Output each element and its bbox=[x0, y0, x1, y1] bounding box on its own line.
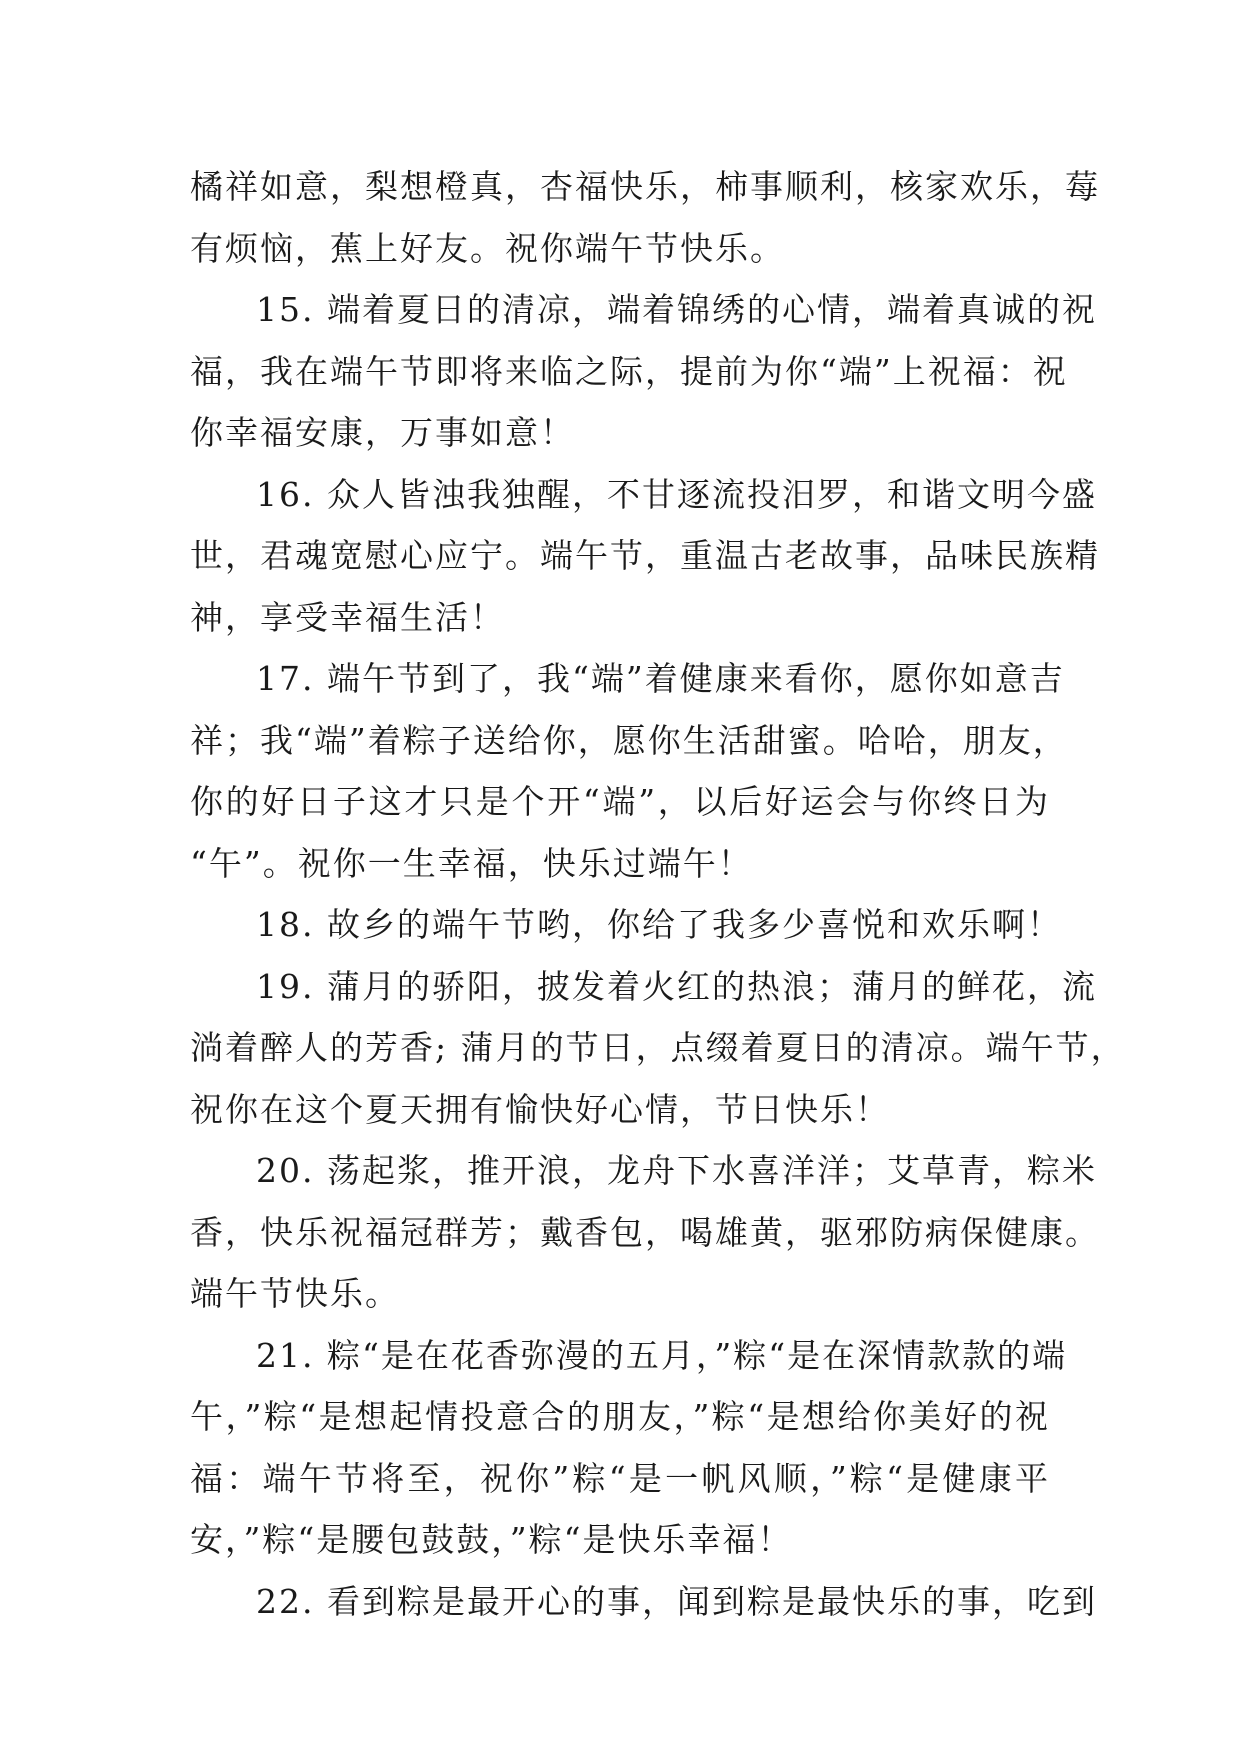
paragraph-22-line: 22. 看到粽是最开心的事，闻到粽是最快乐的事，吃到 bbox=[256, 1581, 1097, 1621]
paragraph-21-line: 21. 粽“是在花香弥漫的五月，”粽“是在深情款款的端 bbox=[256, 1335, 1068, 1375]
text-line: 神，享受幸福生活！ bbox=[190, 597, 505, 637]
text-line: 淌着醉人的芳香; 蒲月的节日，点缀着夏日的清凉。端午节， bbox=[190, 1028, 1126, 1067]
paragraph-17-line: 17. 端午节到了，我“端”着健康来看你，愿你如意吉 bbox=[256, 659, 1065, 698]
text-line: 端午节快乐。 bbox=[190, 1274, 400, 1313]
paragraph-18-line: 18. 故乡的端午节哟，你给了我多少喜悦和欢乐啊！ bbox=[256, 905, 1062, 944]
text-line: “午”。祝你一生幸福，快乐过端午！ bbox=[190, 843, 753, 883]
paragraph-20-line: 20. 荡起浆，推开浪，龙舟下水喜洋洋；艾草青，粽米 bbox=[256, 1151, 1097, 1190]
text-line: 安，”粽“是腰包鼓鼓，”粽“是快乐幸福！ bbox=[190, 1520, 793, 1559]
text-line: 有烦恼，蕉上好友。祝你端午节快乐。 bbox=[190, 228, 785, 268]
text-line: 午，”粽“是想起情投意合的朋友，”粽“是想给你美好的祝 bbox=[190, 1397, 1050, 1436]
text-line: 祥；我“端”着粽子送给你，愿你生活甜蜜。哈哈，朋友， bbox=[190, 720, 1068, 760]
text-line: 祝你在这个夏天拥有愉快好心情，节日快乐！ bbox=[190, 1089, 890, 1129]
paragraph-19-line: 19. 蒲月的骄阳，披发着火红的热浪；蒲月的鲜花，流 bbox=[256, 966, 1097, 1006]
text-line: 香，快乐祝福冠群芳；戴香包，喝雄黄，驱邪防病保健康。 bbox=[190, 1212, 1100, 1252]
document-body bbox=[190, 156, 1126, 1632]
text-line: 你幸福安康，万事如意！ bbox=[190, 413, 575, 452]
text-line: 福：端午节将至，祝你”粽“是一帆风顺，”粽“是健康平 bbox=[190, 1458, 1050, 1498]
text-line: 世，君魂宽慰心应宁。端午节，重温古老故事，品味民族精 bbox=[190, 536, 1100, 575]
text-line: 你的好日子这才只是个开“端”，以后好运会与你终日为 bbox=[190, 782, 1050, 821]
text-line: 福，我在端午节即将来临之际，提前为你“端”上祝福：祝 bbox=[190, 351, 1068, 391]
paragraph-16-line: 16. 众人皆浊我独醒，不甘逐流投汨罗，和谐文明今盛 bbox=[256, 474, 1097, 514]
paragraph-15-line: 15. 端着夏日的清凉，端着锦绣的心情，端着真诚的祝 bbox=[256, 290, 1097, 329]
text-line: 橘祥如意，梨想橙真，杏福快乐，柿事顺利，核家欢乐，莓 bbox=[190, 167, 1100, 206]
